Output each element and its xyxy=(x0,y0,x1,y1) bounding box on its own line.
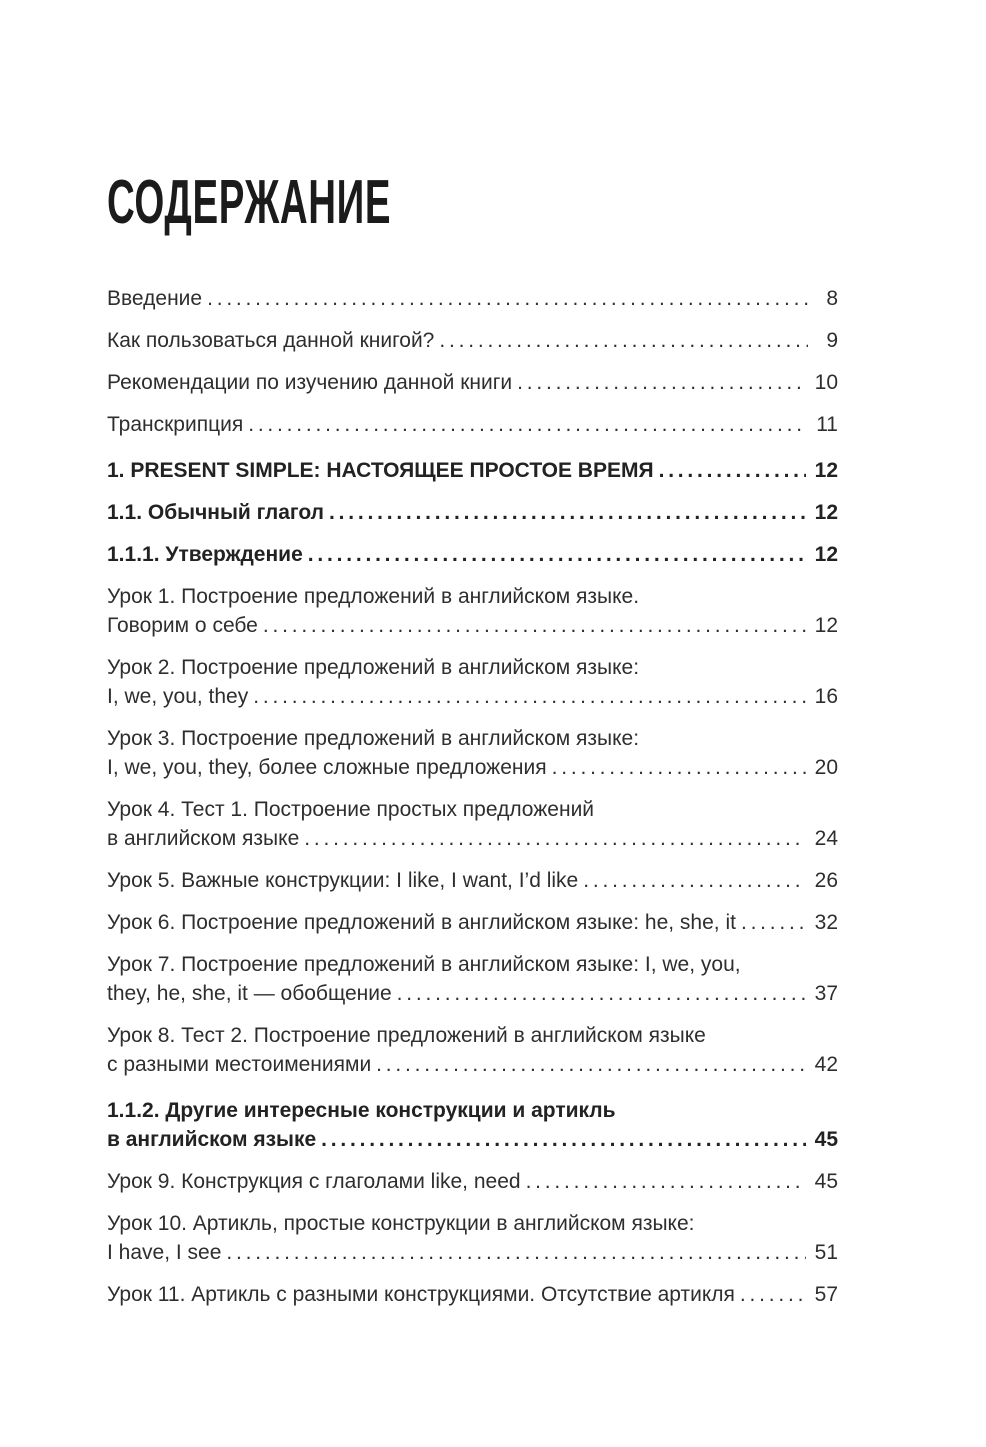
toc-entry-last-line xyxy=(107,1167,838,1196)
toc-entry-last-line xyxy=(107,1125,838,1154)
page-title: СОДЕРЖАНИЕ xyxy=(107,168,392,237)
toc-entry xyxy=(107,1280,838,1309)
toc-entry xyxy=(107,653,838,711)
toc-list xyxy=(107,284,838,1309)
toc-entry-text: Введение xyxy=(107,287,203,310)
dot-leader xyxy=(321,1125,806,1154)
toc-entry-text: Урок 8. Тест 2. Построение предложений в английском языке xyxy=(107,1024,706,1047)
toc-entry-text: I, we, you, they, более сложные предложения xyxy=(107,756,547,779)
dot-leader xyxy=(253,682,805,711)
toc-entry-text: 1.1. Обычный глагол xyxy=(107,501,325,524)
toc-entry xyxy=(107,795,838,853)
page-number: 32 xyxy=(814,911,838,934)
toc-entry-last-line xyxy=(107,1280,838,1309)
dot-leader xyxy=(248,410,807,439)
toc-entry-last-line xyxy=(107,498,838,527)
toc-entry xyxy=(107,1096,838,1154)
toc-entry-last-line xyxy=(107,866,838,895)
toc-entry xyxy=(107,326,838,355)
page-number: 45 xyxy=(814,1170,838,1193)
toc-entry-last-line xyxy=(107,1050,838,1079)
toc-entry-last-line xyxy=(107,326,838,355)
toc-entry-text: Урок 10. Артикль, простые конструкции в английском языке: xyxy=(107,1212,695,1235)
toc-entry-last-line xyxy=(107,368,838,397)
dot-leader xyxy=(439,326,808,355)
toc-entry-text: I, we, you, they xyxy=(107,685,249,708)
dot-leader xyxy=(308,540,806,569)
toc-entry-last-line xyxy=(107,824,838,853)
toc-entry xyxy=(107,1021,838,1079)
toc-entry xyxy=(107,1167,838,1196)
toc-entry-text: 1. PRESENT SIMPLE: НАСТОЯЩЕЕ ПРОСТОЕ ВРЕМЯ xyxy=(107,459,654,482)
dot-leader xyxy=(552,753,806,782)
toc-entry-last-line xyxy=(107,682,838,711)
toc-entry-text: Урок 7. Построение предложений в английском языке: I, we, you, xyxy=(107,953,741,976)
page-number: 51 xyxy=(814,1241,838,1264)
page-number: 45 xyxy=(814,1128,838,1151)
page-number: 12 xyxy=(814,614,838,637)
dot-leader xyxy=(583,866,805,895)
dot-leader xyxy=(226,1238,805,1267)
toc-entry-text: Рекомендации по изучению данной книги xyxy=(107,371,513,394)
toc-entry xyxy=(107,908,838,937)
toc-entry-last-line xyxy=(107,410,838,439)
toc-entry-text: I have, I see xyxy=(107,1241,222,1264)
toc-entry-last-line xyxy=(107,456,838,485)
page-number: 37 xyxy=(814,982,838,1005)
toc-entry xyxy=(107,456,838,485)
toc-entry-last-line xyxy=(107,753,838,782)
page-number: 20 xyxy=(814,756,838,779)
toc-entry-text: Транскрипция xyxy=(107,413,244,436)
toc-entry-last-line xyxy=(107,540,838,569)
page-number: 9 xyxy=(826,329,838,352)
toc-entry-last-line xyxy=(107,979,838,1008)
dot-leader xyxy=(526,1167,806,1196)
dot-leader xyxy=(659,456,806,485)
toc-entry xyxy=(107,866,838,895)
page-number: 57 xyxy=(814,1283,838,1306)
page-number: 8 xyxy=(826,287,838,310)
toc-entry-text: с разными местоимениями xyxy=(107,1053,372,1076)
dot-leader xyxy=(304,824,805,853)
toc-entry xyxy=(107,950,838,1008)
page-number: 24 xyxy=(814,827,838,850)
dot-leader xyxy=(263,611,806,640)
toc-entry-text: в английском языке xyxy=(107,827,300,850)
dot-leader xyxy=(740,1280,806,1309)
page-number: 16 xyxy=(814,685,838,708)
dot-leader xyxy=(376,1050,805,1079)
toc-entry-text: Урок 4. Тест 1. Построение простых предложений xyxy=(107,798,595,821)
toc-entry-last-line xyxy=(107,611,838,640)
dot-leader xyxy=(517,368,805,397)
page-number: 11 xyxy=(816,413,838,436)
toc-entry-text: Урок 6. Построение предложений в английском языке: he, she, it xyxy=(107,911,736,934)
toc-entry-text: 1.1.1. Утверждение xyxy=(107,543,303,566)
toc-entry xyxy=(107,1209,838,1267)
toc-entry-text: 1.1.2. Другие интересные конструкции и артикль xyxy=(107,1099,616,1122)
toc-entry-text: Говорим о себе xyxy=(107,614,258,637)
toc-entry-text: Урок 1. Построение предложений в английском языке. xyxy=(107,585,640,608)
toc-entry xyxy=(107,498,838,527)
toc-entry-text: Как пользоваться данной книгой? xyxy=(107,329,435,352)
page-number: 10 xyxy=(814,371,838,394)
page-number: 42 xyxy=(814,1053,838,1076)
toc-entry-text: Урок 5. Важные конструкции: I like, I want, I’d like xyxy=(107,869,579,892)
toc-entry xyxy=(107,540,838,569)
toc-entry xyxy=(107,410,838,439)
dot-leader xyxy=(397,979,806,1008)
toc-entry-text: Урок 2. Построение предложений в английском языке: xyxy=(107,656,640,679)
dot-leader xyxy=(207,284,808,313)
dot-leader xyxy=(741,908,806,937)
page-number: 26 xyxy=(814,869,838,892)
toc-entry-text: Урок 3. Построение предложений в английском языке: xyxy=(107,727,640,750)
page-number: 12 xyxy=(814,501,838,524)
toc-entry-last-line xyxy=(107,1238,838,1267)
toc-entry xyxy=(107,582,838,640)
toc-entry-text: Урок 9. Конструкция с глаголами like, need xyxy=(107,1170,521,1193)
toc-entry-text: Урок 11. Артикль с разными конструкциями. Отсутствие артикля xyxy=(107,1283,735,1306)
toc-entry-text: they, he, she, it — обобщение xyxy=(107,982,392,1005)
page-number: 12 xyxy=(814,459,838,482)
toc-entry-text: в английском языке xyxy=(107,1128,317,1151)
dot-leader xyxy=(329,498,806,527)
toc-entry xyxy=(107,368,838,397)
page-number: 12 xyxy=(814,543,838,566)
toc-entry xyxy=(107,724,838,782)
toc-entry xyxy=(107,284,838,313)
toc-entry-last-line xyxy=(107,908,838,937)
toc-entry-last-line xyxy=(107,284,838,313)
